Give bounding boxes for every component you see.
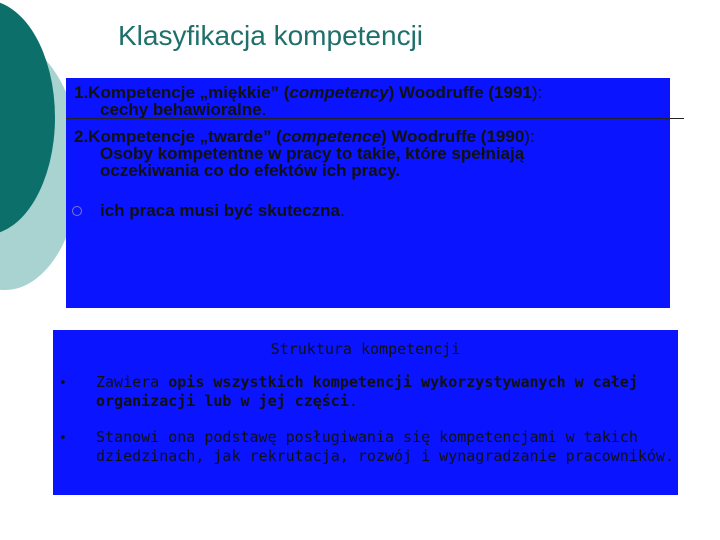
- item1-tail: ) Woodruffe (1991: [388, 83, 532, 102]
- item2-lead: 2.Kompetencje „twarde” (: [74, 127, 282, 146]
- item3-text: ich praca musi być skuteczna: [100, 201, 340, 220]
- bullet-icon: •: [59, 376, 67, 391]
- item2-term: competence: [281, 127, 382, 146]
- circle-bullet-icon: [72, 206, 82, 216]
- item2-tail2: ):: [524, 127, 535, 146]
- definition-item-soft: [74, 84, 542, 118]
- item2-line2: Osoby kompetentne w pracy to takie, które spełniają: [100, 144, 525, 163]
- sub-item-effective: [72, 202, 345, 219]
- item1-term: competency: [289, 83, 389, 102]
- structure-bullet-text: [96, 373, 676, 411]
- structure-box: [53, 330, 678, 495]
- item1-line2: cechy behawioralne: [100, 100, 262, 119]
- item1-tail2: ):: [531, 83, 543, 102]
- item2-line3: oczekiwania co do efektów ich pracy.: [100, 161, 401, 180]
- bullet-icon: •: [59, 431, 67, 446]
- slide-title: Klasyfikacja kompetencji: [118, 20, 424, 51]
- title-underline-divider: [66, 118, 684, 119]
- item1-dot: .: [261, 100, 267, 119]
- structure-title: Struktura kompetencji: [270, 340, 461, 358]
- definitions-box: [66, 78, 670, 308]
- structure-bullet-text: Stanowi ona podstawę posługiwania się kompetencjami w takich dziedzinach, jak rekrutacja, rozwój i wynagradzanie pracowników.: [96, 428, 674, 465]
- item3-dot: .: [340, 201, 345, 220]
- bullet1-bold: opis wszystkich kompetencji wykorzystywanych w całej organizacji lub w jej części: [96, 373, 638, 410]
- definition-item-hard: [74, 128, 535, 179]
- item1-lead: 1.Kompetencje „miękkie” (: [74, 83, 290, 102]
- bullet1-post: .: [348, 392, 358, 410]
- item2-tail: ) Woodruffe (1990: [381, 127, 525, 146]
- bullet1-pre: Zawiera: [96, 373, 169, 391]
